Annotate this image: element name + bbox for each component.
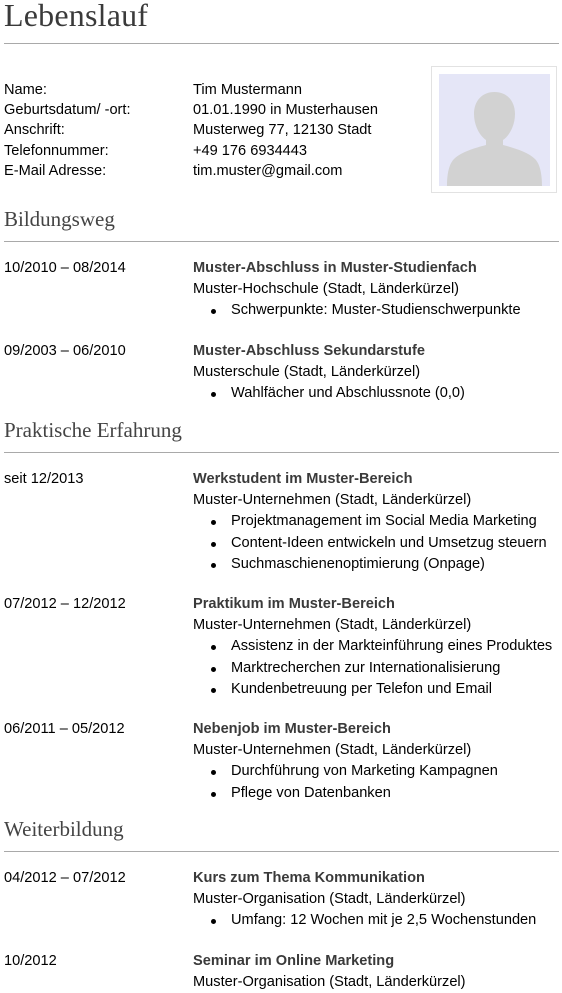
- section-divider: [4, 241, 559, 242]
- bullet-icon: [211, 520, 216, 525]
- list-item-text: Pflege von Datenbanken: [231, 784, 391, 801]
- entry-title: Seminar im Online Marketing: [193, 953, 395, 969]
- entry-bullet-list: [193, 511, 559, 576]
- birth-value: 01.01.1990 in Musterhausen: [193, 102, 378, 118]
- section-title-praktische-erfahrung: Praktische Erfahrung: [4, 418, 182, 442]
- entry: [193, 469, 559, 576]
- section-title-weiterbildung: Weiterbildung: [4, 817, 124, 841]
- email-label: E-Mail Adresse:: [4, 163, 107, 179]
- phone-value: +49 176 6934443: [193, 143, 308, 159]
- list-item: [193, 636, 559, 658]
- list-item: [193, 383, 559, 405]
- bullet-icon: [211, 792, 216, 797]
- entry-date: 10/2012: [4, 953, 57, 969]
- list-item-text: Wahlfächer und Abschlussnote (0,0): [231, 385, 465, 401]
- list-item: [193, 783, 559, 805]
- phone-label: Telefonnummer:: [4, 143, 109, 159]
- list-item-text: Marktrecherchen zur Internationalisierung: [231, 659, 501, 676]
- address-label: Anschrift:: [4, 122, 65, 138]
- entry-organization: Muster-Unternehmen (Stadt, Länderkürzel): [193, 617, 472, 633]
- list-item: [193, 533, 559, 555]
- profile-photo: [431, 66, 557, 193]
- entry: [193, 341, 559, 405]
- entry: [193, 258, 559, 322]
- bullet-icon: [211, 563, 216, 568]
- entry-title: Werkstudent im Muster-Bereich: [193, 471, 413, 487]
- entry-bullet-list: [193, 910, 559, 932]
- entry-organization: Muster-Unternehmen (Stadt, Länderkürzel): [193, 742, 472, 758]
- entry-date: 09/2003 – 06/2010: [4, 343, 126, 359]
- section-title-bildungsweg: Bildungsweg: [4, 207, 115, 231]
- list-item: [193, 658, 559, 680]
- entry-title: Praktikum im Muster-Bereich: [193, 596, 395, 612]
- list-item-text: Schwerpunkte: Muster-Studienschwerpunkte: [231, 302, 521, 318]
- section-divider: [4, 851, 559, 852]
- entry-organization: Muster-Hochschule (Stadt, Länderkürzel): [193, 281, 460, 297]
- bullet-icon: [211, 392, 216, 397]
- entry-organization: Muster-Organisation (Stadt, Länderkürzel): [193, 974, 466, 990]
- list-item: [193, 554, 559, 576]
- list-item-text: Kundenbetreuung per Telefon und Email: [231, 681, 492, 697]
- entry: [193, 951, 559, 992]
- entry-title: Muster-Abschluss in Muster-Studienfach: [193, 260, 477, 276]
- list-item: [193, 679, 559, 701]
- entry-bullet-list: [193, 383, 559, 405]
- entry-title: Muster-Abschluss Sekundarstufe: [193, 343, 425, 359]
- list-item: [193, 511, 559, 533]
- bullet-icon: [211, 770, 216, 775]
- bullet-icon: [211, 542, 216, 547]
- bullet-icon: [211, 919, 216, 924]
- list-item-text: Umfang: 12 Wochen mit je 2,5 Wochenstunden: [231, 912, 537, 928]
- entry-bullet-list: [193, 300, 559, 322]
- entry-date: 04/2012 – 07/2012: [4, 870, 126, 886]
- entry-date: seit 12/2013: [4, 471, 84, 487]
- address-value: Musterweg 77, 12130 Stadt: [193, 122, 372, 138]
- list-item-text: Suchmaschienenoptimierung (Onpage): [231, 556, 485, 572]
- list-item-text: Assistenz in der Markteinführung eines Produktes: [231, 638, 553, 654]
- bullet-icon: [211, 309, 216, 314]
- section-divider: [4, 452, 559, 453]
- entry-organization: Musterschule (Stadt, Länderkürzel): [193, 364, 421, 380]
- bullet-icon: [211, 645, 216, 650]
- list-item: [193, 761, 559, 783]
- entry-bullet-list: [193, 636, 559, 701]
- bullet-icon: [211, 688, 216, 693]
- page-title: Lebenslauf: [4, 0, 149, 33]
- name-value: Tim Mustermann: [193, 82, 302, 98]
- entry-title: Kurs zum Thema Kommunikation: [193, 870, 425, 886]
- entry: [193, 719, 559, 804]
- bullet-icon: [211, 667, 216, 672]
- list-item-text: Durchführung von Marketing Kampagnen: [231, 763, 498, 779]
- entry-organization: Muster-Unternehmen (Stadt, Länderkürzel): [193, 492, 472, 508]
- list-item-text: Projektmanagement im Social Media Marketing: [231, 513, 537, 529]
- title-divider: [4, 43, 559, 44]
- entry-date: 10/2010 – 08/2014: [4, 260, 126, 276]
- entry-date: 06/2011 – 05/2012: [4, 721, 125, 737]
- email-value: tim.muster@gmail.com: [193, 163, 343, 179]
- entry-date: 07/2012 – 12/2012: [4, 596, 126, 612]
- entry: [193, 594, 559, 701]
- birth-label: Geburtsdatum/ -ort:: [4, 102, 131, 118]
- list-item: [193, 910, 559, 932]
- profile-placeholder-icon: [439, 74, 550, 186]
- entry-bullet-list: [193, 761, 559, 804]
- entry-title: Nebenjob im Muster-Bereich: [193, 721, 391, 737]
- list-item: [193, 300, 559, 322]
- name-label: Name:: [4, 82, 47, 98]
- entry: [193, 868, 559, 932]
- list-item-text: Content-Ideen entwickeln und Umsetzug steuern: [231, 534, 547, 551]
- entry-organization: Muster-Organisation (Stadt, Länderkürzel): [193, 891, 466, 907]
